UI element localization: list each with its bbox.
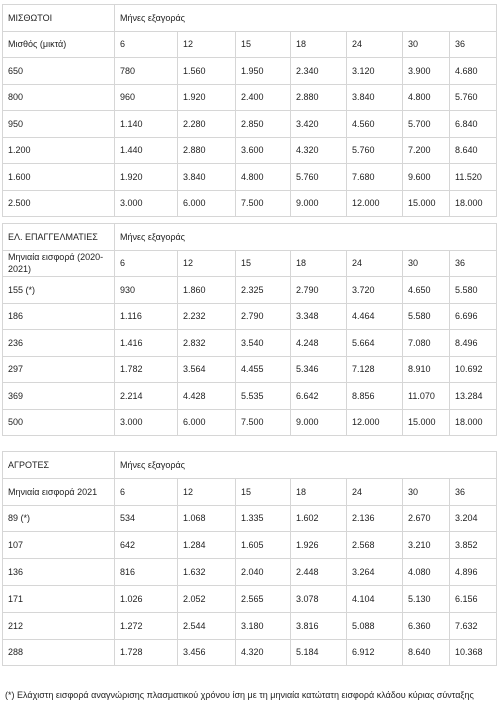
table-row [3, 505, 497, 532]
value-cell: 1.920 [115, 164, 178, 191]
value-cell: 1.926 [291, 532, 347, 559]
table-row [3, 330, 497, 357]
value-cell: 1.272 [115, 612, 178, 639]
value-cell: 2.850 [236, 111, 291, 138]
value-cell: 13.284 [450, 383, 497, 410]
value-cell: 1.284 [178, 532, 236, 559]
value-cell: 5.184 [291, 639, 347, 666]
value-cell: 4.320 [291, 137, 347, 164]
value-cell: 1.728 [115, 639, 178, 666]
value-cell: 3.840 [347, 84, 403, 111]
month-header-cell: 24 [347, 478, 403, 505]
value-cell: 3.564 [178, 356, 236, 383]
value-cell: 2.565 [236, 585, 291, 612]
table-row [3, 58, 497, 85]
month-header-cell: 15 [236, 478, 291, 505]
value-cell: 8.856 [347, 383, 403, 410]
column-header: Μηνιαία εισφορά (2020-2021) [3, 250, 115, 277]
header-row [3, 478, 497, 505]
month-header-cell: 12 [178, 250, 236, 277]
table-row [3, 137, 497, 164]
value-cell: 780 [115, 58, 178, 85]
month-header-cell: 30 [403, 250, 450, 277]
value-cell: 4.455 [236, 356, 291, 383]
value-cell: 3.264 [347, 559, 403, 586]
value-cell: 3.900 [403, 58, 450, 85]
value-cell: 2.136 [347, 505, 403, 532]
value-cell: 5.664 [347, 330, 403, 357]
row-label-cell: 369 [3, 383, 115, 410]
value-cell: 4.428 [178, 383, 236, 410]
value-cell: 2.340 [291, 58, 347, 85]
section-title-row [3, 224, 497, 251]
row-label-cell: 171 [3, 585, 115, 612]
value-cell: 2.052 [178, 585, 236, 612]
table-row [3, 277, 497, 304]
value-cell: 7.128 [347, 356, 403, 383]
value-cell: 4.680 [450, 58, 497, 85]
value-cell: 1.782 [115, 356, 178, 383]
value-cell: 1.335 [236, 505, 291, 532]
value-cell: 9.000 [291, 190, 347, 217]
value-cell: 7.500 [236, 409, 291, 436]
value-cell: 11.520 [450, 164, 497, 191]
value-cell: 3.456 [178, 639, 236, 666]
value-cell: 15.000 [403, 409, 450, 436]
row-label-cell: 950 [3, 111, 115, 138]
value-cell: 9.600 [403, 164, 450, 191]
value-cell: 11.070 [403, 383, 450, 410]
value-cell: 4.320 [236, 639, 291, 666]
table-agrotes [2, 451, 497, 666]
value-cell: 1.950 [236, 58, 291, 85]
table-row [3, 409, 497, 436]
month-header-cell: 24 [347, 250, 403, 277]
value-cell: 4.650 [403, 277, 450, 304]
value-cell: 642 [115, 532, 178, 559]
value-cell: 10.368 [450, 639, 497, 666]
value-cell: 6.000 [178, 190, 236, 217]
value-cell: 1.440 [115, 137, 178, 164]
value-cell: 4.104 [347, 585, 403, 612]
value-cell: 5.760 [347, 137, 403, 164]
table-row [3, 383, 497, 410]
value-cell: 3.720 [347, 277, 403, 304]
row-label-cell: 2.500 [3, 190, 115, 217]
table-row [3, 559, 497, 586]
row-label-cell: 212 [3, 612, 115, 639]
value-cell: 3.816 [291, 612, 347, 639]
value-cell: 2.280 [178, 111, 236, 138]
value-cell: 18.000 [450, 190, 497, 217]
value-cell: 4.464 [347, 303, 403, 330]
value-cell: 6.642 [291, 383, 347, 410]
value-cell: 816 [115, 559, 178, 586]
value-cell: 2.544 [178, 612, 236, 639]
value-cell: 6.156 [450, 585, 497, 612]
value-cell: 2.232 [178, 303, 236, 330]
value-cell: 1.068 [178, 505, 236, 532]
value-cell: 2.325 [236, 277, 291, 304]
table-row [3, 164, 497, 191]
table-row [3, 639, 497, 666]
value-cell: 1.920 [178, 84, 236, 111]
value-cell: 10.692 [450, 356, 497, 383]
value-cell: 12.000 [347, 190, 403, 217]
value-cell: 2.400 [236, 84, 291, 111]
row-label-cell: 800 [3, 84, 115, 111]
value-cell: 3.840 [178, 164, 236, 191]
value-cell: 8.910 [403, 356, 450, 383]
value-cell: 2.670 [403, 505, 450, 532]
value-cell: 7.500 [236, 190, 291, 217]
value-cell: 3.180 [236, 612, 291, 639]
value-cell: 1.116 [115, 303, 178, 330]
value-cell: 3.000 [115, 409, 178, 436]
value-cell: 1.602 [291, 505, 347, 532]
month-header-cell: 12 [178, 31, 236, 58]
value-cell: 960 [115, 84, 178, 111]
table-misthotoi [2, 4, 497, 217]
value-cell: 5.700 [403, 111, 450, 138]
months-label: Μήνες εξαγοράς [115, 5, 497, 32]
month-header-cell: 15 [236, 31, 291, 58]
value-cell: 2.214 [115, 383, 178, 410]
table-row [3, 190, 497, 217]
section-title: ΑΓΡΟΤΕΣ [3, 452, 115, 479]
month-header-cell: 18 [291, 478, 347, 505]
table-row [3, 612, 497, 639]
value-cell: 18.000 [450, 409, 497, 436]
value-cell: 2.040 [236, 559, 291, 586]
row-label-cell: 288 [3, 639, 115, 666]
value-cell: 930 [115, 277, 178, 304]
column-header: Μηνιαία εισφορά 2021 [3, 478, 115, 505]
value-cell: 1.605 [236, 532, 291, 559]
row-label-cell: 1.600 [3, 164, 115, 191]
value-cell: 6.840 [450, 111, 497, 138]
table-eleftheroi-epaggelmaties [2, 223, 497, 436]
value-cell: 4.800 [236, 164, 291, 191]
value-cell: 3.600 [236, 137, 291, 164]
value-cell: 8.640 [450, 137, 497, 164]
value-cell: 6.912 [347, 639, 403, 666]
month-header-cell: 36 [450, 31, 497, 58]
table-row [3, 111, 497, 138]
value-cell: 3.852 [450, 532, 497, 559]
value-cell: 9.000 [291, 409, 347, 436]
month-header-cell: 24 [347, 31, 403, 58]
value-cell: 5.130 [403, 585, 450, 612]
value-cell: 2.790 [236, 303, 291, 330]
value-cell: 2.448 [291, 559, 347, 586]
value-cell: 1.140 [115, 111, 178, 138]
row-label-cell: 236 [3, 330, 115, 357]
row-label-cell: 650 [3, 58, 115, 85]
row-label-cell: 136 [3, 559, 115, 586]
month-header-cell: 36 [450, 478, 497, 505]
month-header-cell: 36 [450, 250, 497, 277]
month-header-cell: 30 [403, 31, 450, 58]
month-header-cell: 18 [291, 250, 347, 277]
value-cell: 1.416 [115, 330, 178, 357]
value-cell: 2.790 [291, 277, 347, 304]
value-cell: 3.540 [236, 330, 291, 357]
value-cell: 7.200 [403, 137, 450, 164]
value-cell: 5.760 [291, 164, 347, 191]
value-cell: 5.760 [450, 84, 497, 111]
section-title: ΕΛ. ΕΠΑΓΓΕΛΜΑΤΙΕΣ [3, 224, 115, 251]
value-cell: 5.580 [403, 303, 450, 330]
value-cell: 8.496 [450, 330, 497, 357]
value-cell: 1.560 [178, 58, 236, 85]
month-header-cell: 15 [236, 250, 291, 277]
footnote: (*) Ελάχιστη εισφορά αναγνώρισης πλασματικού χρόνου ίση με τη μηνιαία κατώτατη εισφορά κλάδου κύριας σύνταξης [5, 690, 474, 700]
value-cell: 3.120 [347, 58, 403, 85]
row-label-cell: 1.200 [3, 137, 115, 164]
row-label-cell: 297 [3, 356, 115, 383]
value-cell: 2.832 [178, 330, 236, 357]
value-cell: 6.000 [178, 409, 236, 436]
value-cell: 4.896 [450, 559, 497, 586]
value-cell: 7.632 [450, 612, 497, 639]
value-cell: 2.880 [178, 137, 236, 164]
value-cell: 1.860 [178, 277, 236, 304]
header-row [3, 250, 497, 277]
month-header-cell: 18 [291, 31, 347, 58]
value-cell: 3.348 [291, 303, 347, 330]
table-row [3, 356, 497, 383]
value-cell: 5.088 [347, 612, 403, 639]
month-header-cell: 6 [115, 478, 178, 505]
column-header: Μισθός (μικτά) [3, 31, 115, 58]
value-cell: 2.568 [347, 532, 403, 559]
value-cell: 7.080 [403, 330, 450, 357]
value-cell: 3.210 [403, 532, 450, 559]
row-label-cell: 107 [3, 532, 115, 559]
value-cell: 5.535 [236, 383, 291, 410]
row-label-cell: 500 [3, 409, 115, 436]
value-cell: 3.000 [115, 190, 178, 217]
table-row [3, 303, 497, 330]
value-cell: 4.560 [347, 111, 403, 138]
value-cell: 4.248 [291, 330, 347, 357]
value-cell: 3.420 [291, 111, 347, 138]
row-label-cell: 155 (*) [3, 277, 115, 304]
value-cell: 4.080 [403, 559, 450, 586]
value-cell: 4.800 [403, 84, 450, 111]
value-cell: 12.000 [347, 409, 403, 436]
value-cell: 8.640 [403, 639, 450, 666]
value-cell: 15.000 [403, 190, 450, 217]
row-label-cell: 89 (*) [3, 505, 115, 532]
table-row [3, 532, 497, 559]
month-header-cell: 30 [403, 478, 450, 505]
value-cell: 5.580 [450, 277, 497, 304]
value-cell: 1.632 [178, 559, 236, 586]
value-cell: 5.346 [291, 356, 347, 383]
months-label: Μήνες εξαγοράς [115, 452, 497, 479]
months-label: Μήνες εξαγοράς [115, 224, 497, 251]
table-row [3, 84, 497, 111]
value-cell: 2.880 [291, 84, 347, 111]
section-title-row [3, 5, 497, 32]
value-cell: 7.680 [347, 164, 403, 191]
value-cell: 6.360 [403, 612, 450, 639]
month-header-cell: 6 [115, 250, 178, 277]
section-title: ΜΙΣΘΩΤΟΙ [3, 5, 115, 32]
value-cell: 3.078 [291, 585, 347, 612]
row-label-cell: 186 [3, 303, 115, 330]
value-cell: 1.026 [115, 585, 178, 612]
month-header-cell: 12 [178, 478, 236, 505]
table-row [3, 585, 497, 612]
month-header-cell: 6 [115, 31, 178, 58]
section-title-row [3, 452, 497, 479]
value-cell: 3.204 [450, 505, 497, 532]
header-row [3, 31, 497, 58]
value-cell: 6.696 [450, 303, 497, 330]
value-cell: 534 [115, 505, 178, 532]
